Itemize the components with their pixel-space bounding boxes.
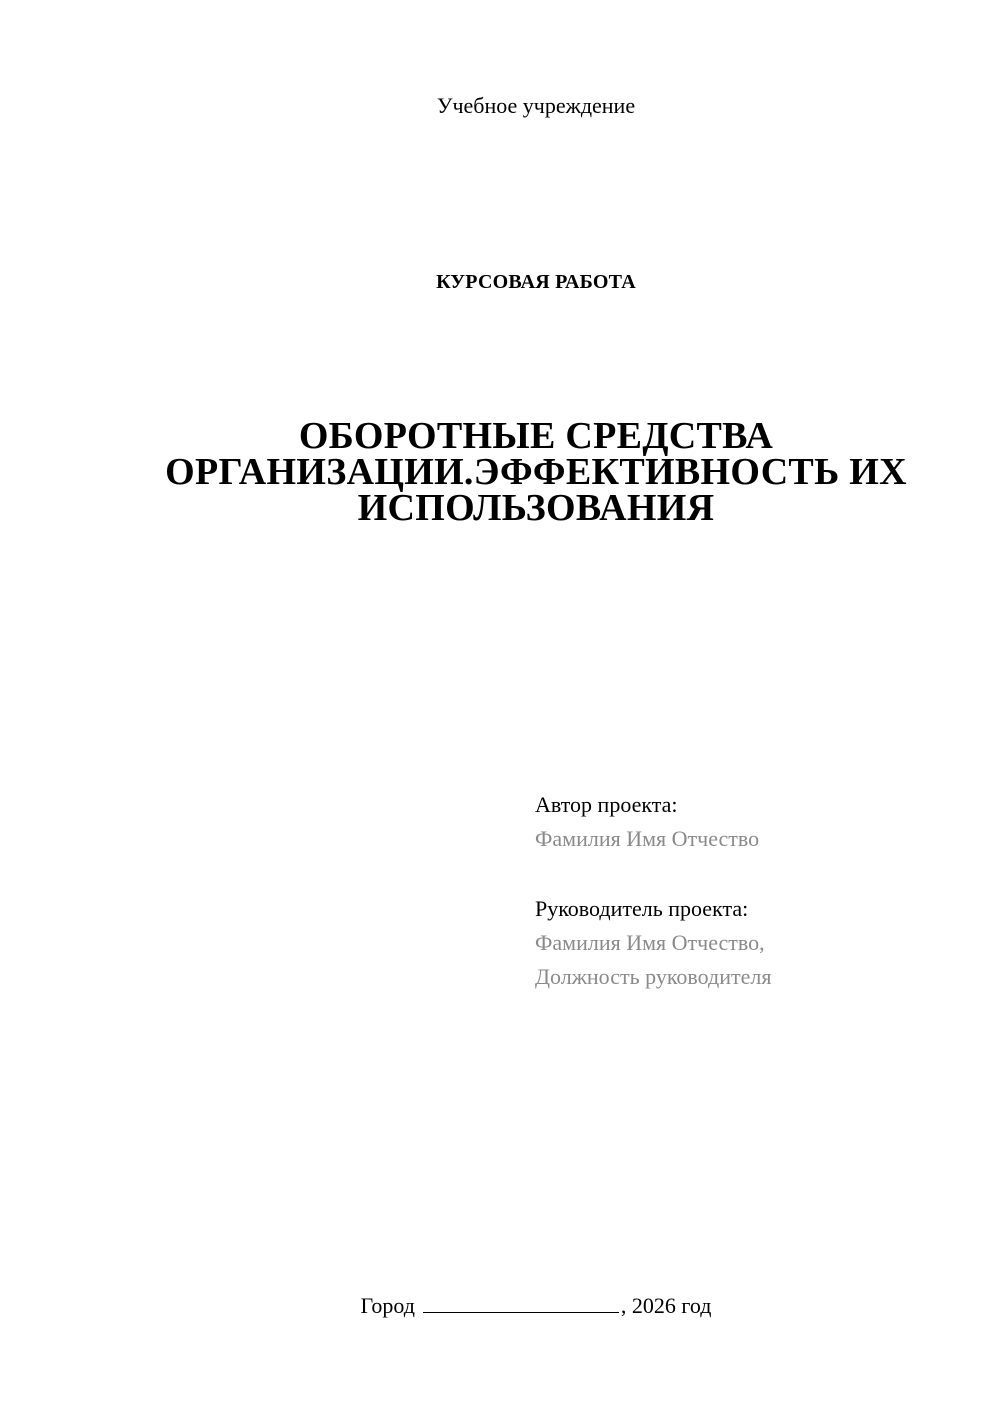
author-label: Автор проекта: xyxy=(535,792,678,817)
people-block xyxy=(535,788,955,994)
work-title xyxy=(120,415,952,529)
footer xyxy=(0,1290,1000,1321)
supervisor-label: Руководитель проекта: xyxy=(535,896,749,921)
spacer xyxy=(535,856,955,892)
work-type: КУРСОВАЯ РАБОТА xyxy=(436,271,636,293)
author-name: Фамилия Имя Отчество xyxy=(535,826,760,851)
work-title-line: ИСПОЛЬЗОВАНИЯ xyxy=(357,487,715,529)
year-text: , 2026 год xyxy=(620,1293,712,1318)
institution-name: Учебное учреждение xyxy=(436,93,636,118)
supervisor-name: Фамилия Имя Отчество, xyxy=(535,930,765,955)
work-title-line: ОБОРОТНЫЕ СРЕДСТВА xyxy=(298,415,774,457)
city-blank-line xyxy=(423,1290,619,1313)
city-label: Город xyxy=(360,1293,415,1318)
work-title-line: ОРГАНИЗАЦИИ.ЭФФЕКТИВНОСТЬ ИХ xyxy=(165,451,907,493)
supervisor-position: Должность руководителя xyxy=(535,964,772,989)
